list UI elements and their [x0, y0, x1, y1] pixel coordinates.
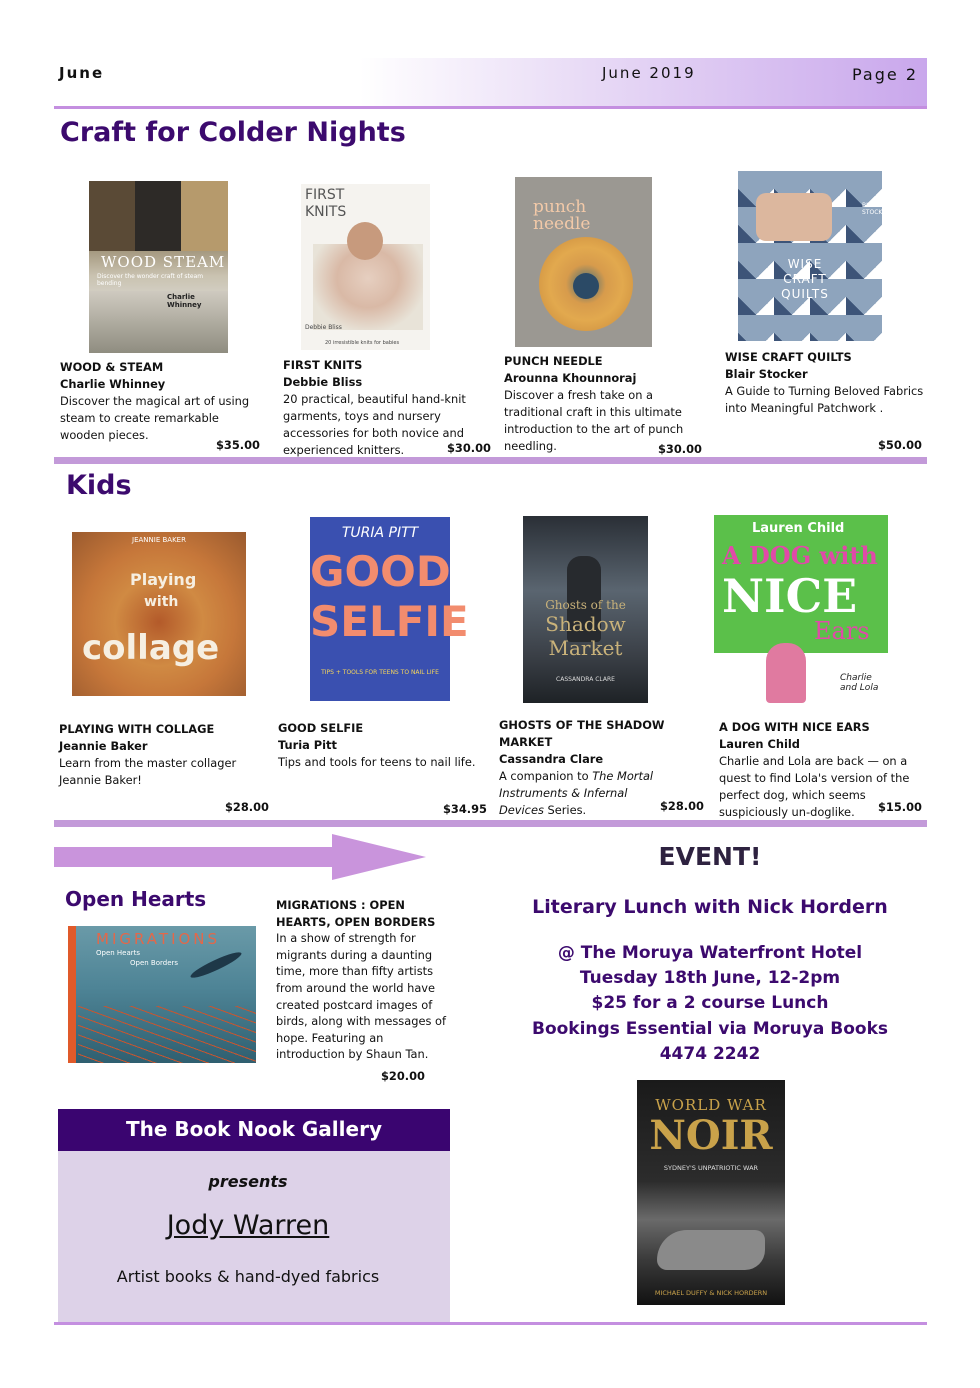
footer-rule — [54, 1322, 927, 1325]
header-month: June — [59, 64, 105, 82]
gallery-description: Artist books & hand-dyed fabrics — [116, 1267, 380, 1286]
book-title: GHOSTS OF THE SHADOW MARKET — [499, 718, 665, 749]
kids-book-2 — [278, 720, 488, 771]
book-title: PLAYING WITH COLLAGE — [59, 722, 215, 736]
book-description: In a show of strength for migrants during a daunting time, more than fifty artists from around the world have created postcard images of birds, along with messages of hope. Featuring an introduction by Shaun Tan. — [276, 931, 446, 1062]
header-rule — [54, 106, 927, 109]
book-author: Jeannie Baker — [59, 739, 148, 753]
craft-section-title: Craft for Colder Nights — [60, 117, 406, 148]
craft-book-3-price: $30.00 — [658, 442, 702, 456]
gallery-top-gap — [58, 1094, 450, 1109]
migrations-book — [276, 897, 448, 1063]
book-title: MIGRATIONS : OPEN HEARTS, OPEN BORDERS — [276, 898, 436, 929]
book-author: Blair Stocker — [725, 367, 808, 381]
kids-divider — [54, 820, 927, 827]
kids-book-1-price: $28.00 — [225, 800, 269, 814]
book-title: WISE CRAFT QUILTS — [725, 350, 852, 364]
event-title: Literary Lunch with Nick Hordern — [532, 896, 888, 918]
craft-book-4 — [725, 349, 930, 417]
book-author: Turia Pitt — [278, 738, 337, 752]
kids-book-3-price: $28.00 — [660, 799, 704, 813]
wise-craft-quilts-cover: BLAIR STOCKER WISE CRAFT QUILTS — [738, 171, 882, 341]
gallery-presents: presents — [208, 1172, 288, 1191]
ghosts-shadow-market-cover: Ghosts of the Shadow Market CASSANDRA CLARE — [523, 516, 648, 703]
playing-with-collage-cover: JEANNIE BAKER Playing with collage — [72, 532, 246, 696]
arrow-right-icon — [54, 834, 426, 880]
world-war-noir-cover: WORLD WAR NOIR SYDNEY'S UNPATRIOTIC WAR MICHAEL DUFFY & NICK HORDERN — [637, 1080, 785, 1305]
book-author: Cassandra Clare — [499, 752, 604, 766]
craft-book-1 — [60, 359, 260, 444]
book-title: A DOG WITH NICE EARS — [719, 720, 870, 734]
kids-book-1 — [59, 721, 272, 789]
book-description: Discover the magical art of using steam to create remarkable wooden pieces. — [60, 394, 250, 442]
craft-book-2-price: $30.00 — [447, 441, 491, 455]
book-title: GOOD SELFIE — [278, 721, 364, 735]
book-description: A Guide to Turning Beloved Fabrics into Meaningful Patchwork . — [725, 384, 924, 415]
migrations-price: $20.00 — [381, 1069, 425, 1083]
migrations-cover: MIGRATIONS Open Hearts Open Borders — [68, 926, 256, 1063]
header-date: June 2019 — [602, 64, 696, 82]
open-hearts-title: Open Hearts — [65, 887, 207, 911]
book-author: Charlie Whinney — [60, 377, 166, 391]
event-details — [480, 941, 940, 1067]
event-phone: 4474 2242 — [659, 1043, 761, 1064]
first-knits-cover: FIRST KNITS Debbie Bliss 20 irresistible knits for babies — [301, 184, 430, 350]
book-description: Tips and tools for teens to nail life. — [278, 755, 476, 769]
craft-book-3 — [504, 353, 694, 455]
craft-book-1-price: $35.00 — [216, 438, 260, 452]
book-title: PUNCH NEEDLE — [504, 354, 603, 368]
punch-needle-cover: punch needle — [515, 177, 652, 347]
kids-book-3 — [499, 717, 669, 819]
book-title: WOOD & STEAM — [60, 360, 164, 374]
craft-book-4-price: $50.00 — [878, 438, 922, 452]
craft-divider — [54, 457, 927, 464]
event-price: $25 for a 2 course Lunch — [591, 993, 829, 1014]
dog-nice-ears-cover: Lauren Child A DOG with NICE Ears Charlie and Lola — [714, 515, 888, 707]
book-description: 20 practical, beautiful hand-knit garments, toys and nursery accessories for both novice and experienced knitters. — [283, 392, 466, 457]
kids-book-4-price: $15.00 — [878, 800, 922, 814]
gallery-artist: Jody Warren — [166, 1210, 330, 1241]
header-band — [54, 58, 927, 106]
book-title: FIRST KNITS — [283, 358, 363, 372]
book-description: A companion to The Mortal Instruments & Infernal Devices Series. — [499, 769, 654, 817]
event-bookings: Bookings Essential via Moruya Books — [531, 1018, 888, 1039]
book-author: Debbie Bliss — [283, 375, 363, 389]
event-heading: EVENT! — [658, 842, 762, 871]
event-date: Tuesday 18th June, 12-2pm — [579, 968, 841, 989]
kids-book-2-price: $34.95 — [443, 802, 487, 816]
book-description: Charlie and Lola are back — on a quest to find Lola's version of the perfect dog, which seems suspiciously un-doglike. — [719, 754, 910, 819]
book-description: Learn from the master collager Jeannie Baker! — [59, 756, 237, 787]
good-selfie-cover: TURIA PITT GOOD SELFIE TIPS + TOOLS FOR TEENS TO NAIL LIFE — [310, 517, 450, 701]
book-author: Arounna Khounnoraj — [504, 371, 637, 385]
kids-section-title: Kids — [66, 470, 132, 501]
book-description: Discover a fresh take on a traditional craft in this ultimate introduction to the art of punch needling. — [504, 388, 684, 453]
wood-steam-cover: WOOD STEAM Discover the wonder craft of steam bending Charlie Whinney — [89, 181, 228, 353]
book-author: Lauren Child — [719, 737, 800, 751]
gallery-title: The Book Nook Gallery — [58, 1109, 450, 1151]
event-venue: @ The Moruya Waterfront Hotel — [557, 943, 863, 963]
header-page-number: Page 2 — [852, 65, 918, 84]
